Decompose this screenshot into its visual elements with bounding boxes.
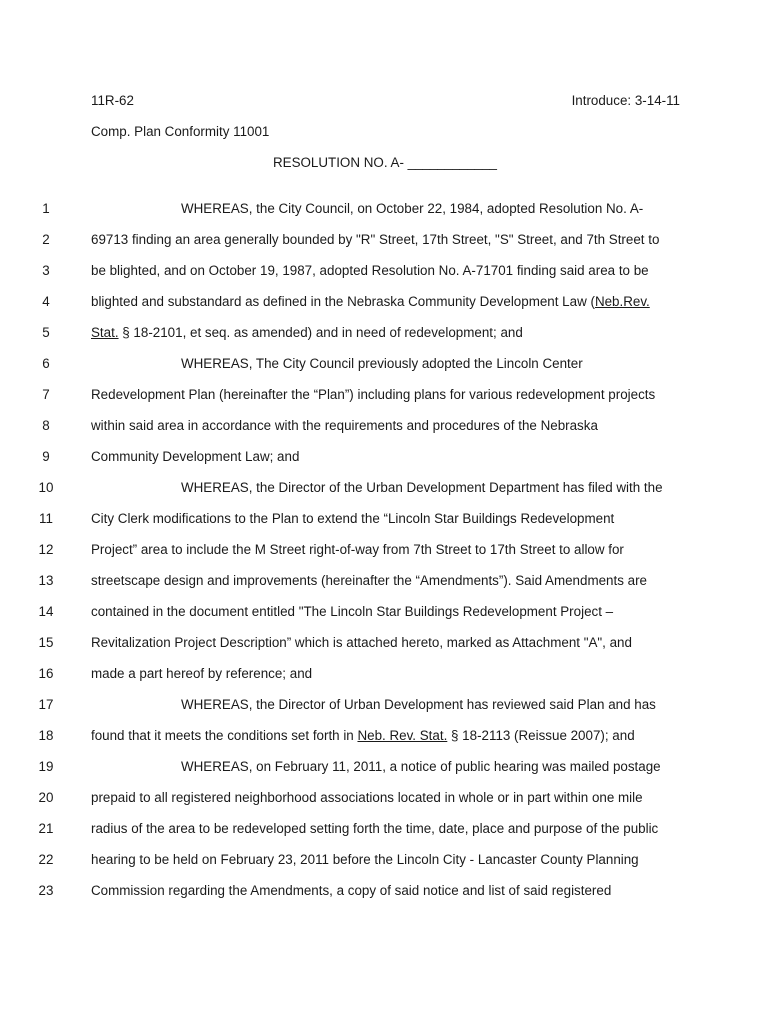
document-line xyxy=(0,573,770,604)
text-segment: prepaid to all registered neighborhood associations located in whole or in part within one mile xyxy=(91,790,643,805)
line-text xyxy=(181,697,656,713)
line-text xyxy=(181,480,663,496)
resolution-body xyxy=(0,201,770,914)
statute-citation: Neb. Rev. Stat. xyxy=(357,728,448,743)
text-segment: Revitalization Project Description” which is attached hereto, marked as Attachment "A", and xyxy=(91,635,632,650)
statute-citation: Neb.Rev. xyxy=(594,294,650,309)
line-number: 19 xyxy=(38,759,54,774)
statute-citation: Stat. xyxy=(91,325,119,340)
document-line xyxy=(0,759,770,790)
document-line xyxy=(0,852,770,883)
line-text xyxy=(91,542,624,558)
document-line xyxy=(0,294,770,325)
line-number: 11 xyxy=(39,511,53,526)
text-segment: Commission regarding the Amendments, a copy of said notice and list of said registered xyxy=(91,883,612,898)
line-text xyxy=(91,852,639,868)
document-line xyxy=(0,418,770,449)
text-segment: radius of the area to be redeveloped setting forth the time, date, place and purpose of the public xyxy=(91,821,659,836)
line-text xyxy=(91,387,655,403)
introduce-date: Introduce: 3-14-11 xyxy=(571,93,680,108)
document-line xyxy=(0,697,770,728)
text-segment: contained in the document entitled "The Lincoln Star Buildings Redevelopment Project – xyxy=(91,604,614,619)
document-line xyxy=(0,325,770,356)
text-segment: WHEREAS, the Director of Urban Development has reviewed said Plan and has xyxy=(181,697,656,712)
line-number: 21 xyxy=(38,821,54,836)
line-text xyxy=(91,449,299,465)
text-segment: hearing to be held on February 23, 2011 before the Lincoln City - Lancaster County Planning xyxy=(91,852,639,867)
text-segment: blighted and substandard as defined in the Nebraska Community Development Law ( xyxy=(91,294,595,309)
line-number: 6 xyxy=(42,356,50,371)
text-segment: 69713 finding an area generally bounded by "R" Street, 17th Street, "S" Street, and 7th Street to xyxy=(91,232,660,247)
line-number: 13 xyxy=(38,573,54,588)
text-segment: WHEREAS, the Director of the Urban Development Department has filed with the xyxy=(181,480,663,495)
document-line xyxy=(0,201,770,232)
line-number: 20 xyxy=(38,790,54,805)
line-text xyxy=(181,356,583,372)
document-line xyxy=(0,263,770,294)
text-segment: within said area in accordance with the requirements and procedures of the Nebraska xyxy=(91,418,598,433)
line-number: 2 xyxy=(42,232,50,247)
line-text xyxy=(91,294,650,310)
resolution-title: RESOLUTION NO. A- ____________ xyxy=(272,155,498,170)
text-segment: found that it meets the conditions set forth in xyxy=(91,728,358,743)
line-number: 22 xyxy=(38,852,54,867)
line-text xyxy=(91,728,635,744)
line-number: 1 xyxy=(42,201,50,216)
line-number: 15 xyxy=(38,635,54,650)
line-number: 5 xyxy=(42,325,50,340)
line-number: 12 xyxy=(38,542,54,557)
line-number: 4 xyxy=(42,294,50,309)
document-line xyxy=(0,790,770,821)
line-number: 9 xyxy=(42,449,50,464)
text-segment: § 18-2101, et seq. as amended) and in need of redevelopment; and xyxy=(118,325,523,340)
line-text xyxy=(91,325,523,341)
line-number: 7 xyxy=(42,387,50,402)
line-number: 10 xyxy=(38,480,54,495)
document-line xyxy=(0,449,770,480)
document-line xyxy=(0,883,770,914)
text-segment: WHEREAS, The City Council previously adopted the Lincoln Center xyxy=(181,356,583,371)
text-segment: City Clerk modifications to the Plan to extend the “Lincoln Star Buildings Redevelopment xyxy=(91,511,615,526)
line-text xyxy=(91,883,611,899)
line-text xyxy=(91,263,649,279)
line-number: 14 xyxy=(38,604,54,619)
line-text xyxy=(91,666,312,682)
text-segment: be blighted, and on October 19, 1987, adopted Resolution No. A-71701 finding said area to be xyxy=(91,263,649,278)
document-line xyxy=(0,356,770,387)
line-text xyxy=(91,821,658,837)
line-number: 3 xyxy=(42,263,50,278)
document-line xyxy=(0,821,770,852)
document-line xyxy=(0,666,770,697)
document-line xyxy=(0,387,770,418)
document-line xyxy=(0,542,770,573)
line-text xyxy=(181,759,661,775)
text-segment: made a part hereof by reference; and xyxy=(91,666,313,681)
text-segment: Community Development Law; and xyxy=(91,449,300,464)
line-number: 16 xyxy=(38,666,54,681)
document-line xyxy=(0,604,770,635)
line-text xyxy=(91,635,632,651)
plan-conformity: Comp. Plan Conformity 11001 xyxy=(91,124,270,139)
line-text xyxy=(91,418,598,434)
line-number: 17 xyxy=(38,697,54,712)
line-text xyxy=(91,790,643,806)
line-number: 18 xyxy=(38,728,54,743)
line-number: 8 xyxy=(42,418,50,433)
text-segment: § 18-2113 (Reissue 2007); and xyxy=(447,728,635,743)
line-number: 23 xyxy=(38,883,54,898)
document-line xyxy=(0,480,770,511)
line-text xyxy=(91,604,613,620)
document-line xyxy=(0,635,770,666)
line-text xyxy=(91,511,614,527)
document-line xyxy=(0,728,770,759)
line-text xyxy=(181,201,643,217)
document-line xyxy=(0,232,770,263)
document-line xyxy=(0,511,770,542)
text-segment: WHEREAS, on February 11, 2011, a notice of public hearing was mailed postage xyxy=(181,759,661,774)
line-text xyxy=(91,232,659,248)
text-segment: Project” area to include the M Street right-of-way from 7th Street to 17th Street to allow for xyxy=(91,542,624,557)
text-segment: streetscape design and improvements (hereinafter the “Amendments”). Said Amendments are xyxy=(91,573,647,588)
bill-number: 11R-62 xyxy=(91,93,134,108)
line-text xyxy=(91,573,647,589)
text-segment: Redevelopment Plan (hereinafter the “Plan”) including plans for various redevelopment projects xyxy=(91,387,656,402)
text-segment: WHEREAS, the City Council, on October 22, 1984, adopted Resolution No. A- xyxy=(181,201,644,216)
